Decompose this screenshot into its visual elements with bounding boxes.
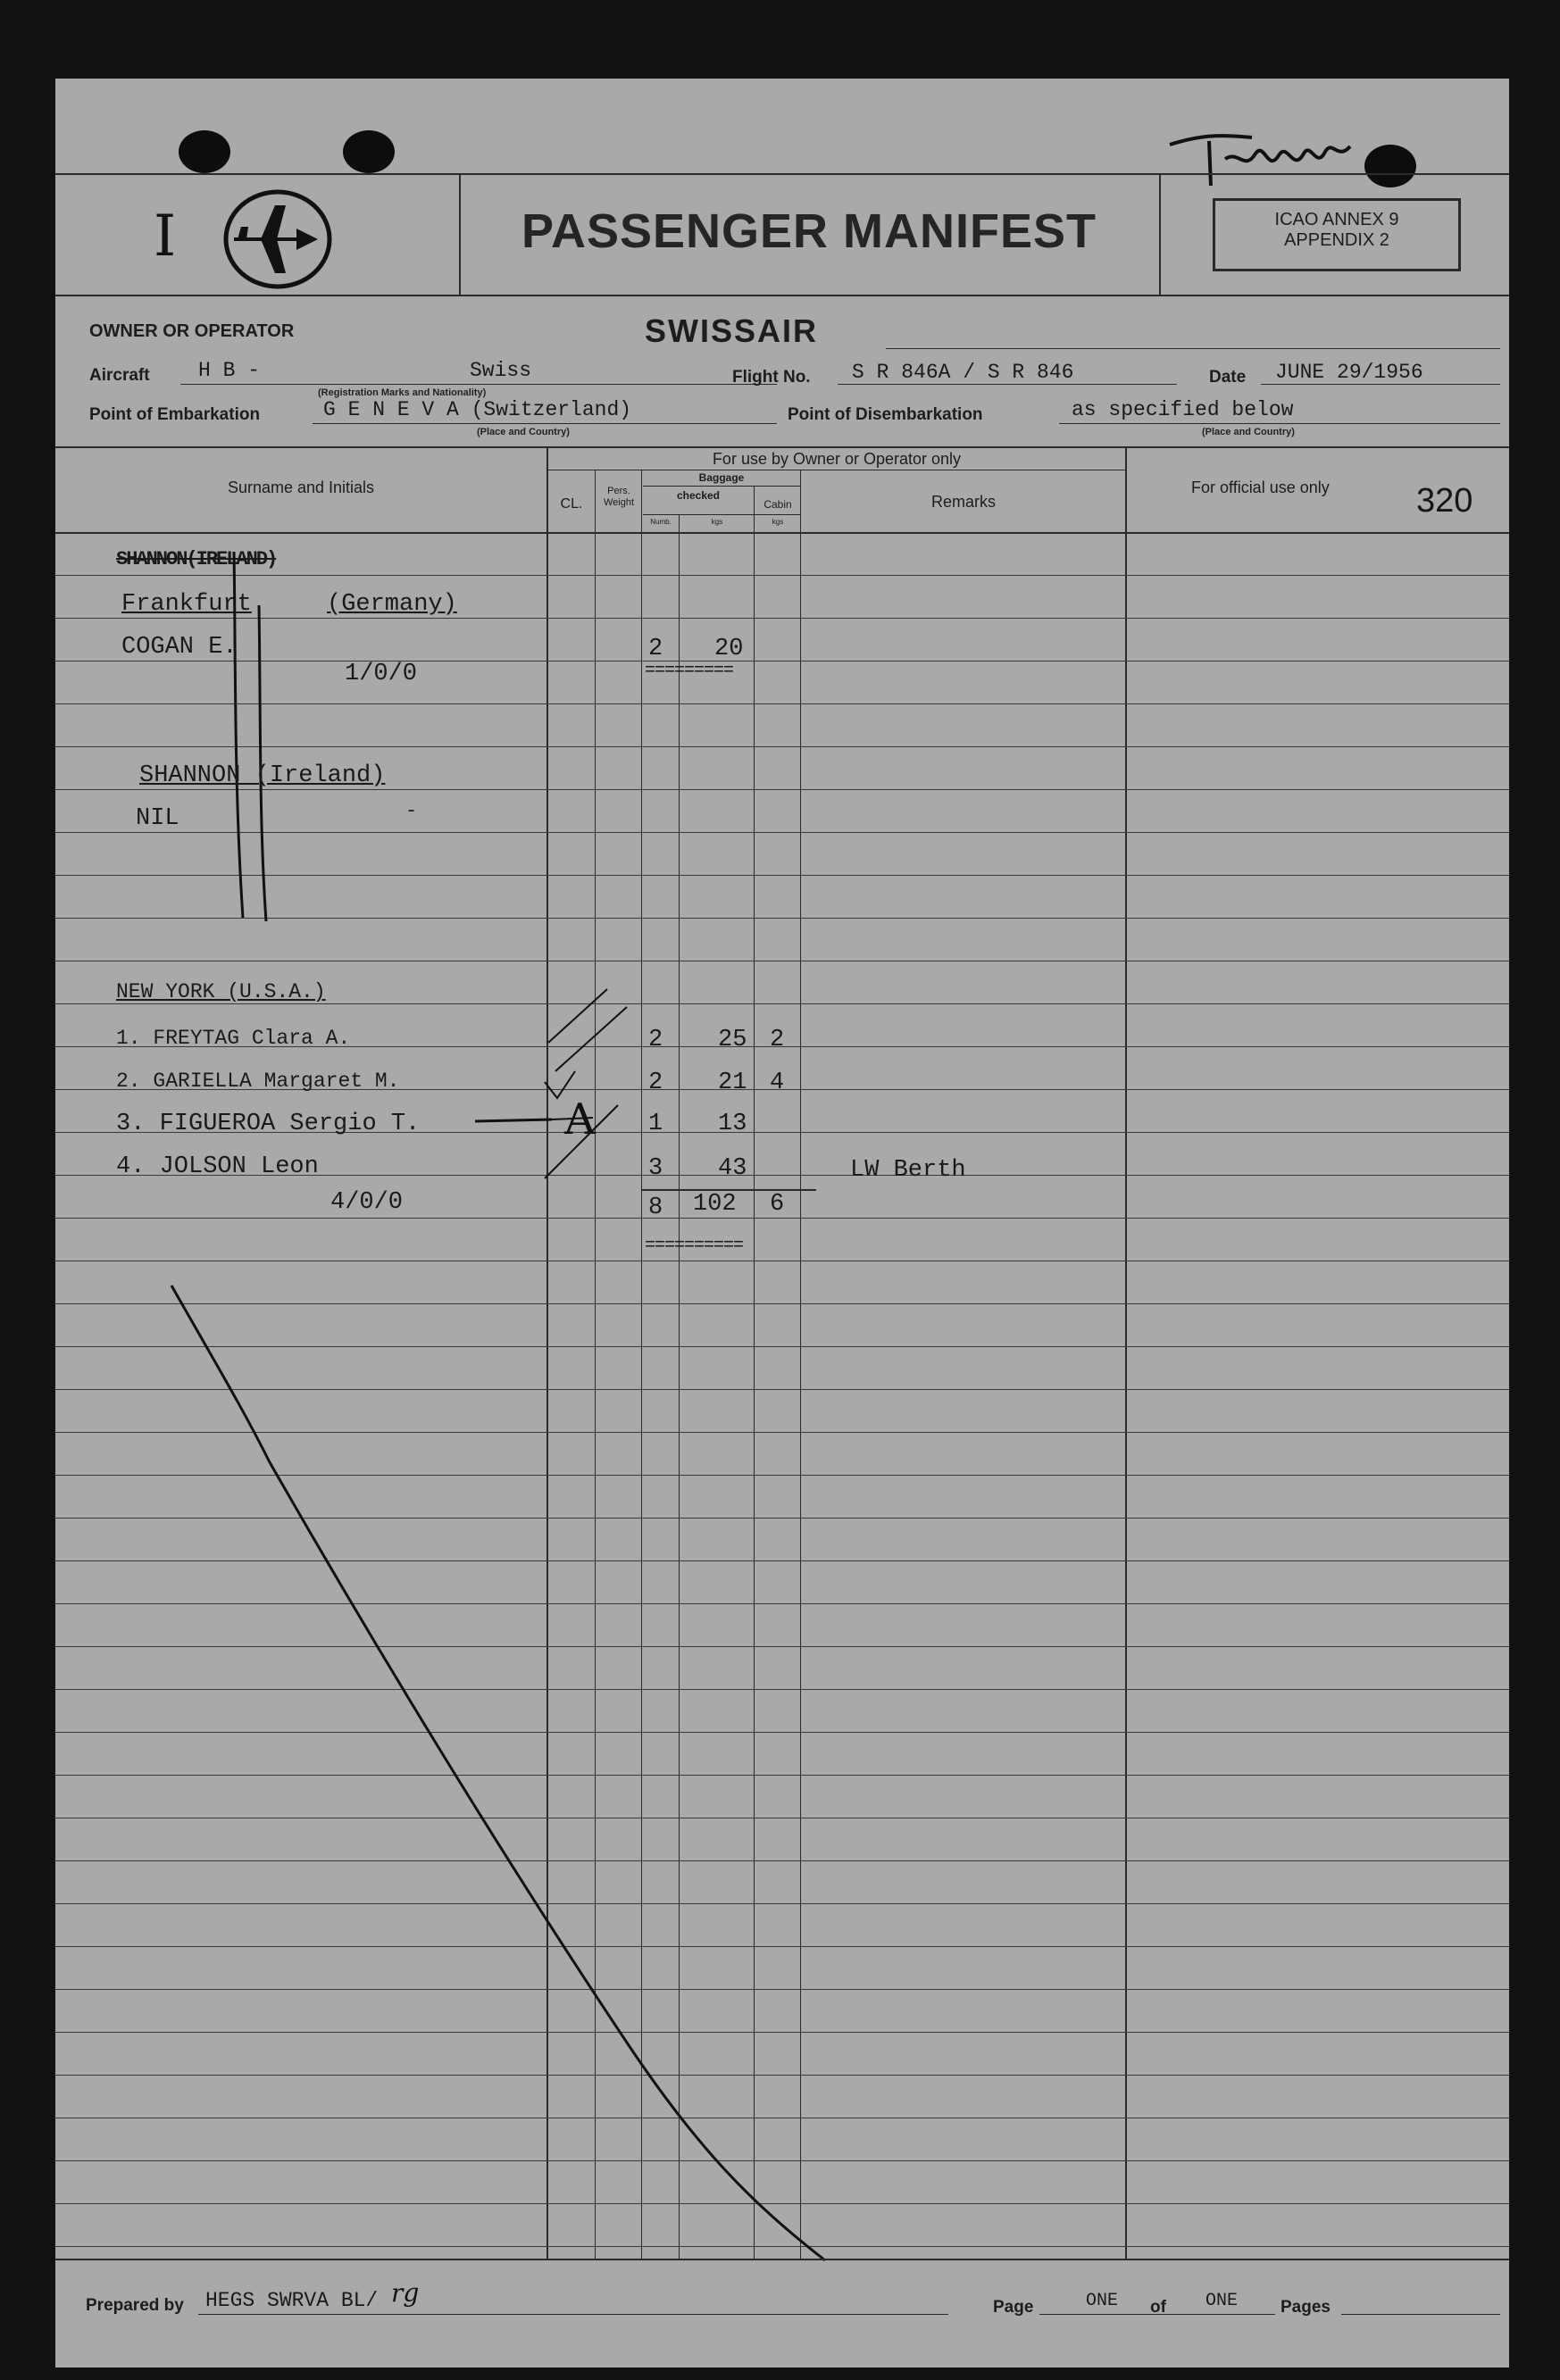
prepared-by-initials: rg xyxy=(391,2278,420,2308)
passenger-4: 4. JOLSON Leon xyxy=(116,1153,319,1180)
equals-line-1: ========= xyxy=(645,661,734,681)
passenger-3: 3. FIGUEROA Sergio T. xyxy=(116,1111,421,1137)
handwritten-mark: I xyxy=(154,204,177,270)
pers-label: Pers. xyxy=(607,486,630,496)
p3-bag-number: 1 xyxy=(648,1111,663,1137)
aircraft-value: H B - xyxy=(198,359,261,382)
place-sublabel-embark: (Place and Country) xyxy=(477,427,570,437)
destination-shannon: SHANNON (Ireland) xyxy=(139,762,386,789)
passenger-2: 2. GARIELLA Margaret M. xyxy=(116,1069,400,1093)
p4-bag-kgs: 43 xyxy=(718,1155,747,1182)
pages-label: Pages xyxy=(1281,2298,1331,2317)
col-official-header: For official use only xyxy=(1191,478,1330,496)
page-value: ONE xyxy=(1086,2291,1119,2311)
owner-value: SWISSAIR xyxy=(645,312,819,349)
col-numb-header: Numb. xyxy=(650,518,672,526)
sum-bag-kgs: 102 xyxy=(693,1191,737,1218)
destination-frankfurt: Frankfurt xyxy=(121,591,252,618)
sum-cabin: 6 xyxy=(770,1191,785,1218)
aircraft-label: Aircraft xyxy=(89,366,150,385)
embarkation-value: G E N E V A (Switzerland) xyxy=(323,398,632,421)
cogan-bag-kgs: 20 xyxy=(714,636,744,662)
prepared-by-label: Prepared by xyxy=(86,2296,184,2315)
col-cl-header: CL. xyxy=(560,496,583,512)
subtotal-new-york: 4/0/0 xyxy=(330,1189,404,1216)
owner-label: OWNER OR OPERATOR xyxy=(89,321,295,341)
place-sublabel-disembark: (Place and Country) xyxy=(1202,427,1295,437)
col-cabin-kgs-header: kgs xyxy=(772,518,784,526)
date-label: Date xyxy=(1209,368,1247,387)
p2-bag-number: 2 xyxy=(648,1069,663,1096)
p1-cabin: 2 xyxy=(770,1027,785,1053)
icao-line-1: ICAO ANNEX 9 xyxy=(1274,210,1399,229)
p4-remark: LW Berth xyxy=(850,1157,966,1184)
col-cabin-header: Cabin xyxy=(763,498,792,511)
icao-line-2: APPENDIX 2 xyxy=(1284,230,1389,250)
official-number: 320 xyxy=(1416,482,1473,520)
nil-dash: - xyxy=(405,800,418,822)
p1-bag-number: 2 xyxy=(648,1027,663,1053)
form-title: PASSENGER MANIFEST xyxy=(521,204,1097,258)
weight-label: Weight xyxy=(603,497,635,508)
flight-value: S R 846A / S R 846 xyxy=(852,361,1074,384)
destination-germany: (Germany) xyxy=(327,591,457,618)
shannon-nil: NIL xyxy=(136,805,179,832)
passenger-cogan: COGAN E. xyxy=(121,634,238,661)
col-surname-header: Surname and Initials xyxy=(227,478,375,496)
handwritten-strokes xyxy=(55,79,1509,2368)
flight-label: Flight No. xyxy=(732,368,811,387)
col-kgs-header: kgs xyxy=(711,518,723,526)
pages-value: ONE xyxy=(1205,2291,1239,2311)
sum-bag-number: 8 xyxy=(648,1194,663,1221)
col-remarks-header: Remarks xyxy=(930,493,996,511)
col-baggage-header: Baggage xyxy=(698,471,745,484)
page-label: Page xyxy=(993,2298,1034,2317)
struck-destination-header: SHANNON(IRELAND) xyxy=(116,548,277,570)
embarkation-label: Point of Embarkation xyxy=(89,405,261,424)
p3-handwritten-mark: A xyxy=(564,1094,596,1144)
p2-bag-kgs: 21 xyxy=(718,1069,747,1096)
disembarkation-value: as specified below xyxy=(1072,398,1294,421)
registration-sublabel: (Registration Marks and Nationality) xyxy=(318,387,487,398)
cogan-bag-number: 2 xyxy=(648,636,663,662)
of-label: of xyxy=(1150,2298,1166,2317)
date-value: JUNE 29/1956 xyxy=(1275,361,1423,384)
col-owner-use-header: For use by Owner or Operator only xyxy=(712,450,962,468)
p1-bag-kgs: 25 xyxy=(718,1027,747,1053)
p2-cabin: 4 xyxy=(770,1069,785,1096)
nationality-value: Swiss xyxy=(470,359,532,382)
manifest-sheet xyxy=(55,79,1509,2368)
disembarkation-label: Point of Disembarkation xyxy=(788,405,983,424)
destination-new-york: NEW YORK (U.S.A.) xyxy=(116,980,326,1003)
prepared-by-value: HEGS SWRVA BL/ xyxy=(205,2289,379,2312)
subtotal-frankfurt: 1/0/0 xyxy=(345,661,418,687)
equals-line-2: ========== xyxy=(645,1236,744,1256)
col-checked-header: checked xyxy=(676,489,721,502)
passenger-1: 1. FREYTAG Clara A. xyxy=(116,1027,351,1050)
p3-bag-kgs: 13 xyxy=(718,1111,747,1137)
p4-bag-number: 3 xyxy=(648,1155,663,1182)
